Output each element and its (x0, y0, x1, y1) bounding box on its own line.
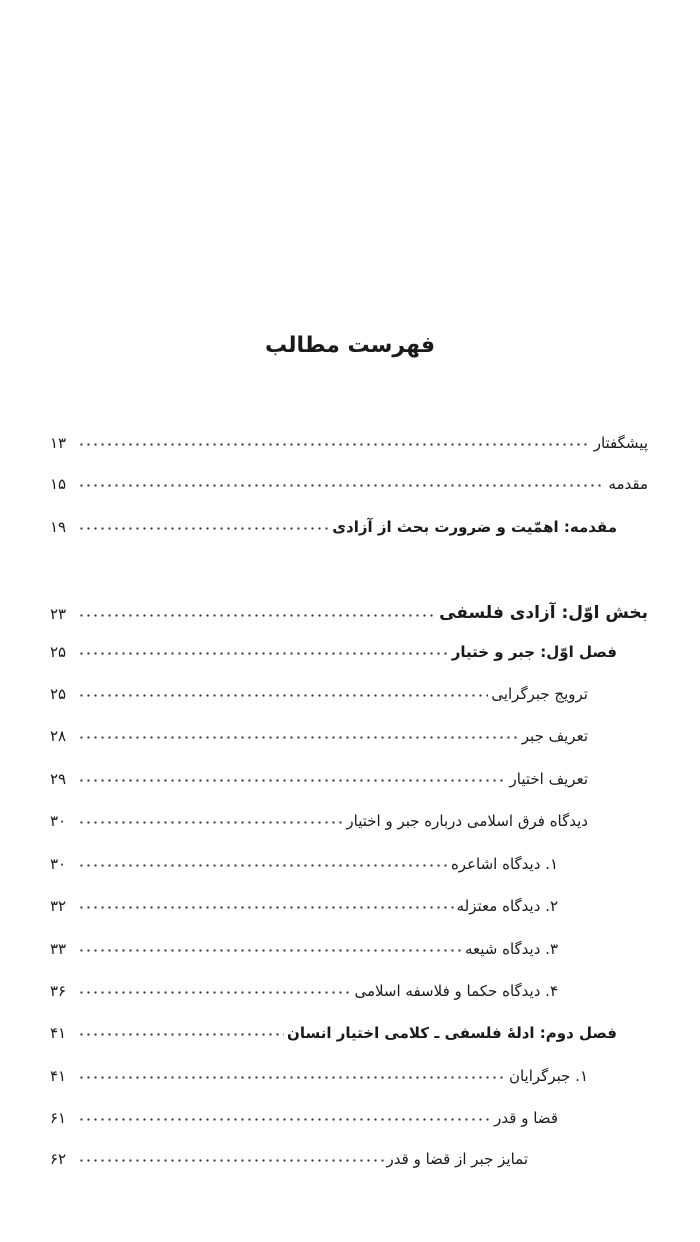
dot-leader (78, 949, 462, 952)
toc-entry-title: قضا و قدر (494, 1109, 558, 1127)
toc-entry[interactable] (50, 463, 650, 493)
dot-leader (78, 1118, 491, 1121)
toc-entry-title: ۳. دیدگاه شیعه (464, 940, 558, 958)
toc-entry-title: ۴. دیدگاه حکما و فلاسفه اسلامی (354, 982, 558, 1000)
dot-leader (78, 484, 605, 487)
toc-entry[interactable] (50, 422, 650, 452)
toc-page-number: ۳۶ (50, 982, 67, 1000)
toc-entry[interactable] (50, 631, 650, 661)
toc-entry-title: تعریف جبر (521, 727, 588, 745)
dot-leader (78, 694, 488, 697)
toc-entry[interactable] (50, 843, 650, 873)
toc-page-number: ۲۸ (50, 727, 67, 745)
toc-entry-title: بخش اوّل: آزادی فلسفی (439, 603, 648, 623)
toc-page-number: ۲۳ (50, 605, 67, 623)
toc-page-number: ۶۲ (50, 1150, 67, 1168)
dot-leader (78, 1159, 384, 1162)
toc-page-number: ۳۲ (50, 897, 67, 915)
toc-entry-title: پیشگفتار (593, 434, 648, 452)
dot-leader (78, 821, 343, 824)
toc-page-number: ۳۰ (50, 812, 67, 830)
toc-entry[interactable] (50, 593, 650, 623)
toc-entry[interactable] (50, 1097, 650, 1127)
dot-leader (78, 1033, 284, 1036)
toc-entry[interactable] (50, 1055, 650, 1085)
dot-leader (78, 736, 519, 739)
toc-entry-title: تعریف اختیار (509, 770, 588, 788)
toc-entry-title: فصل دوم: ادلهٔ فلسفی ـ کلامی اختیار انسان (287, 1024, 617, 1042)
page-title: فهرست مطالب (264, 333, 436, 358)
toc-entry[interactable] (50, 1012, 650, 1042)
dot-leader (78, 991, 351, 994)
toc-page-number: ۱۳ (50, 434, 67, 452)
toc-entry-title: ترویج جبرگرایی (491, 685, 588, 703)
toc-entry[interactable] (50, 506, 650, 536)
dot-leader (78, 614, 436, 617)
toc-entry[interactable] (50, 1138, 650, 1168)
toc-entry[interactable] (50, 673, 650, 703)
toc-page-number: ۲۵ (50, 643, 67, 661)
toc-entry[interactable] (50, 970, 650, 1000)
toc-page-number: ۳۰ (50, 855, 67, 873)
toc-entry-title: فصل اوّل: جبر و ختیار (451, 643, 617, 661)
toc-page-number: ۴۱ (50, 1067, 67, 1085)
toc-entry[interactable] (50, 800, 650, 830)
toc-page-number: ۶۱ (50, 1109, 67, 1127)
dot-leader (78, 527, 329, 530)
toc-entry-title: ۲. دیدگاه معتزله (456, 897, 558, 915)
dot-leader (78, 652, 449, 655)
toc-entry-title: ۱. دیدگاه اشاعره (450, 855, 558, 873)
dot-leader (78, 906, 454, 909)
toc-entry-title: مقدمه (608, 475, 648, 493)
dot-leader (78, 864, 448, 867)
toc-page-number: ۳۳ (50, 940, 67, 958)
toc-page-number: ۴۱ (50, 1024, 67, 1042)
toc-page-number: ۱۵ (50, 475, 67, 493)
toc-page-number: ۱۹ (50, 518, 67, 536)
toc-entry[interactable] (50, 885, 650, 915)
toc-entry-title: تمایز جبر از قضا و قدر (386, 1150, 528, 1168)
dot-leader (78, 779, 507, 782)
toc-entry[interactable] (50, 928, 650, 958)
toc-page-number: ۲۵ (50, 685, 67, 703)
toc-page-number: ۲۹ (50, 770, 67, 788)
toc-entry-title: دیدگاه فرق اسلامی درباره جبر و اختیار (346, 812, 588, 830)
toc-entry[interactable] (50, 758, 650, 788)
dot-leader (78, 443, 591, 446)
toc-entry[interactable] (50, 715, 650, 745)
toc-entry-title: مقدمه: اهمّیت و ضرورت بحث از آزادی (332, 518, 617, 536)
toc-entry-title: ۱. جبرگرایان (508, 1067, 588, 1085)
dot-leader (78, 1076, 506, 1079)
